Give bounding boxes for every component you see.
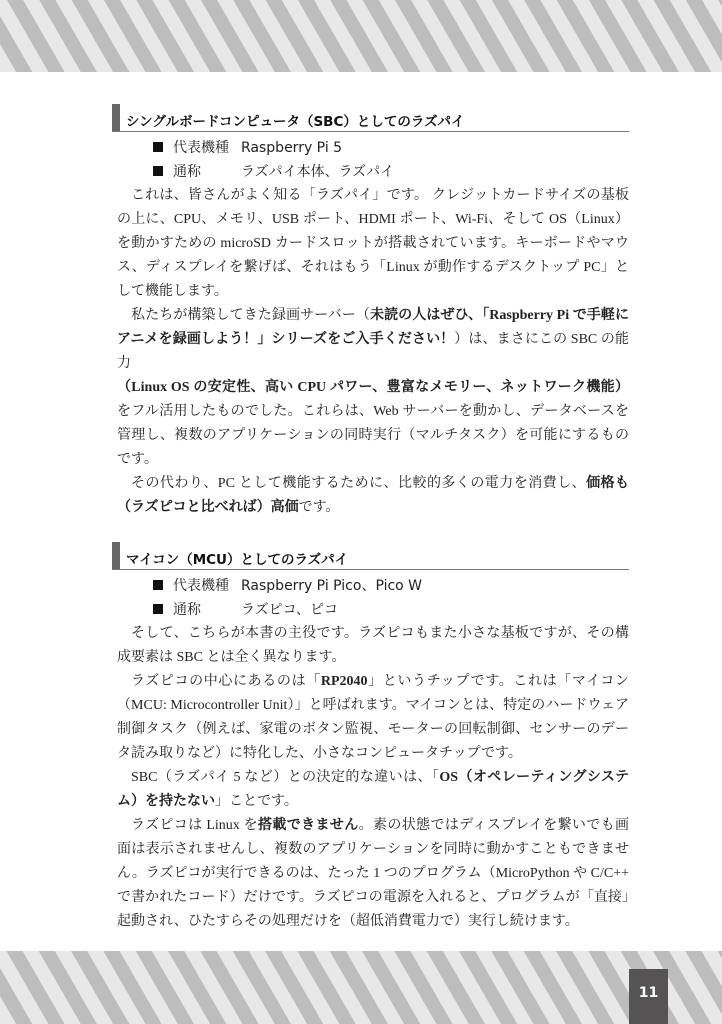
footer-stripe-band: [0, 951, 722, 1024]
text-run: ラズピコの中心にあるのは「: [131, 674, 321, 689]
text-run: 。素の状態ではディスプレイを繋いでも画面は表示されませんし、複数のアプリケーションを同時に動かすこともできません。ラズピコが実行できるのは、たった 1 つのプログラム（MicroPython や C/C++ で書かれたコード）だけです。ラズピコの電源を入れると、プログラムが「直接」起動され、ひたすらその処理だけを（超低消費電力で）実行し続けます。: [117, 818, 629, 929]
heading-bar-marker: [112, 104, 120, 131]
body-paragraph: [112, 472, 629, 520]
body-paragraph: [112, 622, 629, 670]
body-paragraph: [112, 814, 629, 934]
heading-text: シングルボードコンピュータ（SBC）としてのラズパイ: [126, 114, 465, 130]
body-paragraph: [112, 184, 629, 304]
bold-text: 未読の人はぜひ、「Raspberry Pi で手軽にアニメを録画しよう！」シリーズをご入手ください！: [117, 308, 629, 347]
text-run: ）は、まさにこの SBC の能力: [117, 332, 629, 371]
spec-value: ラズピコ、ピコ: [241, 602, 339, 618]
text-run: です。: [298, 500, 340, 515]
bold-text: OS（オペレーティングシステム）を持たない: [117, 770, 629, 809]
square-bullet-icon: [153, 580, 163, 590]
heading-bar-marker: [112, 542, 120, 569]
spec-value: ラズパイ本体、ラズパイ: [241, 164, 395, 180]
spec-key: 通称: [173, 602, 201, 618]
spec-value: Raspberry Pi 5: [241, 140, 343, 156]
body-paragraph: [112, 766, 629, 814]
bold-text: 価格も（ラズピコと比べれば）高価: [117, 476, 630, 515]
square-bullet-icon: [153, 604, 163, 614]
spec-row: [112, 136, 629, 160]
spec-value: Raspberry Pi Pico、Pico W: [241, 578, 423, 594]
bold-text: （Linux OS の安定性、高い CPU パワー、豊富なメモリー、ネットワーク機能）: [117, 380, 629, 395]
page-number: 11: [629, 969, 668, 1024]
square-bullet-icon: [153, 142, 163, 152]
text-run: をフル活用したものでした。これらは、Web サーバーを動かし、データベースを管理し、複数のアプリケーションの同時実行（マルチタスク）を可能にするものです。: [117, 404, 629, 467]
bold-text: 搭載できません: [258, 818, 359, 833]
body-paragraph: [112, 304, 629, 472]
heading-text: マイコン（MCU）としてのラズパイ: [126, 552, 349, 568]
spec-key: 代表機種: [173, 578, 229, 594]
text-run: ラズピコは Linux を: [131, 818, 259, 833]
text-run: SBC（ラズパイ 5 など）との決定的な違いは、「: [131, 770, 440, 785]
spec-key: 代表機種: [173, 140, 229, 156]
body-paragraph: [112, 670, 629, 766]
section-gap: [112, 520, 629, 542]
page-content: [112, 104, 629, 934]
bold-text: RP2040: [320, 674, 368, 689]
spec-row: [112, 160, 629, 184]
text-run: これは、皆さんがよく知る「ラズパイ」です。 クレジットカードサイズの基板の上に、CPU、メモリ、USB ポート、HDMI ポート、Wi-Fi、そして OS（Linux）を動かすための microSD カードスロットが搭載されています。キーボードやマウス、ディスプレイを繋げば、それはもう「Linux が動作するデスクトップ PC」として機能します。: [117, 188, 629, 299]
spec-key: 通称: [173, 164, 201, 180]
text-run: その代わり、PC として機能するために、比較的多くの電力を消費し、: [131, 476, 587, 491]
square-bullet-icon: [153, 166, 163, 176]
header-stripe-band: [0, 0, 722, 72]
text-run: 」ことです。: [215, 794, 298, 809]
section-heading: [112, 104, 629, 132]
spec-row: [112, 574, 629, 598]
spec-row: [112, 598, 629, 622]
text-run: 私たちが構築してきた録画サーバー（: [131, 308, 370, 323]
text-run: 」というチップです。これは「マイコン（MCU: Microcontroller Unit）」と呼ばれます。マイコンとは、特定のハードウェア制御タスク（例えば、家電のボタン監視、モーターの回転制御、センサーのデータ読み取りなど）に特化した、小さなコンピュータチップです。: [117, 674, 629, 761]
section-heading: [112, 542, 629, 570]
text-run: そして、こちらが本書の主役です。ラズピコもまた小さな基板ですが、その構成要素は SBC とは全く異なります。: [117, 626, 629, 665]
